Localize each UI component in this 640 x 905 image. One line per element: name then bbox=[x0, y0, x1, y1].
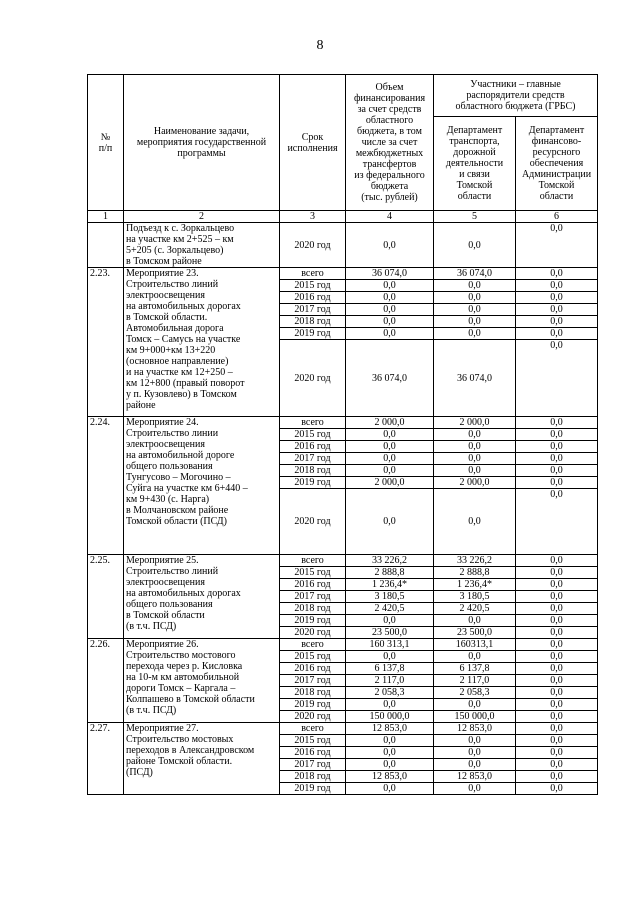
dept-finance-cell: 0,0 bbox=[516, 477, 598, 489]
term-cell: 2016 год bbox=[280, 663, 346, 675]
dept-transport-cell: 0,0 bbox=[434, 735, 516, 747]
column-number: 2 bbox=[124, 211, 280, 223]
dept-transport-cell: 33 226,2 bbox=[434, 555, 516, 567]
dept-transport-cell: 0,0 bbox=[434, 747, 516, 759]
dept-finance-cell: 0,0 bbox=[516, 328, 598, 340]
dept-transport-cell: 0,0 bbox=[434, 328, 516, 340]
volume-cell: 2 000,0 bbox=[346, 477, 434, 489]
dept-transport-cell: 0,0 bbox=[434, 304, 516, 316]
term-cell: 2015 год bbox=[280, 651, 346, 663]
volume-cell: 0,0 bbox=[346, 429, 434, 441]
dept-finance-cell: 0,0 bbox=[516, 567, 598, 579]
term-cell: 2020 год bbox=[280, 340, 346, 417]
dept-transport-cell: 0,0 bbox=[434, 441, 516, 453]
header-participants: Участники – главные распорядители средств областного бюджета (ГРБС) bbox=[434, 75, 598, 117]
volume-cell: 2 000,0 bbox=[346, 417, 434, 429]
volume-cell: 36 074,0 bbox=[346, 268, 434, 280]
term-cell: 2017 год bbox=[280, 759, 346, 771]
dept-finance-cell: 0,0 bbox=[516, 663, 598, 675]
dept-transport-cell: 0,0 bbox=[434, 489, 516, 555]
dept-transport-cell: 0,0 bbox=[434, 292, 516, 304]
term-cell: всего bbox=[280, 723, 346, 735]
dept-transport-cell: 6 137,8 bbox=[434, 663, 516, 675]
term-cell: 2018 год bbox=[280, 465, 346, 477]
dept-finance-cell: 0,0 bbox=[516, 771, 598, 783]
dept-finance-cell: 0,0 bbox=[516, 735, 598, 747]
dept-transport-cell: 0,0 bbox=[434, 429, 516, 441]
term-cell: 2015 год bbox=[280, 429, 346, 441]
dept-transport-cell: 1 236,4* bbox=[434, 579, 516, 591]
dept-transport-cell: 2 058,3 bbox=[434, 687, 516, 699]
term-cell: 2017 год bbox=[280, 591, 346, 603]
dept-transport-cell: 36 074,0 bbox=[434, 340, 516, 417]
dept-finance-cell: 0,0 bbox=[516, 651, 598, 663]
dept-transport-cell: 150 000,0 bbox=[434, 711, 516, 723]
dept-finance-cell: 0,0 bbox=[516, 783, 598, 795]
volume-cell: 12 853,0 bbox=[346, 723, 434, 735]
volume-cell: 160 313,1 bbox=[346, 639, 434, 651]
task-name: Мероприятие 23. Строительство линий электроосвещения на автомобильных дорогах в Томской области. Автомобильная дорога Томск – Самусь на участке км 9+000+км 13+220 (основное направление) и на участке км 12+250 – км 12+800 (правый поворот у п. Кузовлево) в Томском районе bbox=[124, 268, 280, 417]
dept-transport-cell: 0,0 bbox=[434, 615, 516, 627]
dept-finance-cell: 0,0 bbox=[516, 687, 598, 699]
volume-cell: 0,0 bbox=[346, 699, 434, 711]
item-number: 2.26. bbox=[88, 639, 124, 723]
dept-transport-cell: 12 853,0 bbox=[434, 771, 516, 783]
dept-finance-cell: 0,0 bbox=[516, 441, 598, 453]
term-cell: 2018 год bbox=[280, 687, 346, 699]
task-name: Мероприятие 24. Строительство линии электроосвещения на автомобильной дороге общего пользования Тунгусово – Могочино – Суйга на участке км 6+440 – км 9+430 (с. Нарга) в Молчановском районе Томской области (ПСД) bbox=[124, 417, 280, 555]
term-cell: 2016 год bbox=[280, 747, 346, 759]
header-dept-transport: Департамент транспорта, дорожной деятельности и связи Томской области bbox=[434, 117, 516, 211]
dept-transport-cell: 0,0 bbox=[434, 280, 516, 292]
dept-transport-cell: 2 000,0 bbox=[434, 477, 516, 489]
dept-finance-cell: 0,0 bbox=[516, 591, 598, 603]
term-cell: 2019 год bbox=[280, 477, 346, 489]
term-cell: 2017 год bbox=[280, 453, 346, 465]
dept-transport-cell: 0,0 bbox=[434, 783, 516, 795]
term-cell: 2016 год bbox=[280, 441, 346, 453]
dept-transport-cell: 23 500,0 bbox=[434, 627, 516, 639]
term-cell: 2018 год bbox=[280, 316, 346, 328]
item-number: 2.27. bbox=[88, 723, 124, 795]
volume-cell: 3 180,5 bbox=[346, 591, 434, 603]
table-row bbox=[88, 417, 598, 429]
dept-finance-cell: 0,0 bbox=[516, 292, 598, 304]
dept-finance-cell: 0,0 bbox=[516, 603, 598, 615]
dept-finance-cell: 0,0 bbox=[516, 316, 598, 328]
dept-finance-cell: 0,0 bbox=[516, 280, 598, 292]
dept-finance-cell: 0,0 bbox=[516, 723, 598, 735]
dept-transport-cell: 0,0 bbox=[434, 759, 516, 771]
header-name: Наименование задачи, мероприятия государственной программы bbox=[124, 75, 280, 211]
term-cell: 2020 год bbox=[280, 223, 346, 268]
dept-finance-cell: 0,0 bbox=[516, 223, 598, 268]
dept-finance-cell: 0,0 bbox=[516, 268, 598, 280]
volume-cell: 0,0 bbox=[346, 453, 434, 465]
term-cell: 2017 год bbox=[280, 675, 346, 687]
financing-table bbox=[87, 74, 598, 795]
term-cell: 2019 год bbox=[280, 328, 346, 340]
term-cell: 2019 год bbox=[280, 615, 346, 627]
volume-cell: 0,0 bbox=[346, 615, 434, 627]
volume-cell: 0,0 bbox=[346, 328, 434, 340]
table-row bbox=[88, 723, 598, 735]
task-name: Мероприятие 25. Строительство линий электроосвещения на автомобильных дорогах общего пользования в Томской области (в т.ч. ПСД) bbox=[124, 555, 280, 639]
dept-transport-cell: 0,0 bbox=[434, 465, 516, 477]
item-number: 2.25. bbox=[88, 555, 124, 639]
volume-cell: 0,0 bbox=[346, 783, 434, 795]
term-cell: всего bbox=[280, 417, 346, 429]
dept-finance-cell: 0,0 bbox=[516, 429, 598, 441]
volume-cell: 6 137,8 bbox=[346, 663, 434, 675]
term-cell: 2015 год bbox=[280, 567, 346, 579]
term-cell: 2020 год bbox=[280, 711, 346, 723]
column-number: 6 bbox=[516, 211, 598, 223]
header-term: Срок исполнения bbox=[280, 75, 346, 211]
term-cell: 2015 год bbox=[280, 735, 346, 747]
volume-cell: 0,0 bbox=[346, 651, 434, 663]
table-row bbox=[88, 268, 598, 280]
term-cell: 2018 год bbox=[280, 771, 346, 783]
volume-cell: 2 117,0 bbox=[346, 675, 434, 687]
term-cell: 2016 год bbox=[280, 292, 346, 304]
term-cell: всего bbox=[280, 639, 346, 651]
term-cell: 2020 год bbox=[280, 489, 346, 555]
dept-transport-cell: 2 888,8 bbox=[434, 567, 516, 579]
volume-cell: 0,0 bbox=[346, 441, 434, 453]
dept-transport-cell: 0,0 bbox=[434, 453, 516, 465]
dept-finance-cell: 0,0 bbox=[516, 555, 598, 567]
column-number: 3 bbox=[280, 211, 346, 223]
dept-transport-cell: 0,0 bbox=[434, 699, 516, 711]
dept-finance-cell: 0,0 bbox=[516, 615, 598, 627]
dept-transport-cell: 2 117,0 bbox=[434, 675, 516, 687]
dept-transport-cell: 0,0 bbox=[434, 316, 516, 328]
dept-finance-cell: 0,0 bbox=[516, 627, 598, 639]
volume-cell: 2 420,5 bbox=[346, 603, 434, 615]
dept-transport-cell: 0,0 bbox=[434, 223, 516, 268]
task-name: Мероприятие 27. Строительство мостовых переходов в Александровском районе Томской области. (ПСД) bbox=[124, 723, 280, 795]
column-number: 4 bbox=[346, 211, 434, 223]
item-number: 2.23. bbox=[88, 268, 124, 417]
term-cell: 2015 год bbox=[280, 280, 346, 292]
term-cell: 2017 год bbox=[280, 304, 346, 316]
dept-finance-cell: 0,0 bbox=[516, 417, 598, 429]
dept-finance-cell: 0,0 bbox=[516, 340, 598, 417]
column-number: 5 bbox=[434, 211, 516, 223]
volume-cell: 0,0 bbox=[346, 292, 434, 304]
table-row bbox=[88, 555, 598, 567]
dept-finance-cell: 0,0 bbox=[516, 639, 598, 651]
header-dept-finance: Департамент финансово- ресурсного обеспечения Администрации Томской области bbox=[516, 117, 598, 211]
volume-cell: 1 236,4* bbox=[346, 579, 434, 591]
dept-finance-cell: 0,0 bbox=[516, 465, 598, 477]
table-row bbox=[88, 223, 598, 268]
dept-transport-cell: 12 853,0 bbox=[434, 723, 516, 735]
dept-finance-cell: 0,0 bbox=[516, 747, 598, 759]
volume-cell: 0,0 bbox=[346, 316, 434, 328]
task-name: Подъезд к с. Зоркальцево на участке км 2+525 – км 5+205 (с. Зоркальцево) в Томском районе bbox=[124, 223, 280, 268]
volume-cell: 150 000,0 bbox=[346, 711, 434, 723]
table-row bbox=[88, 639, 598, 651]
term-cell: 2018 год bbox=[280, 603, 346, 615]
volume-cell: 0,0 bbox=[346, 747, 434, 759]
dept-finance-cell: 0,0 bbox=[516, 711, 598, 723]
volume-cell: 33 226,2 bbox=[346, 555, 434, 567]
header-volume: Объем финансирования за счет средств областного бюджета, в том числе за счет межбюджетных трансфертов из федерального бюджета (тыс. рублей) bbox=[346, 75, 434, 211]
column-number-row bbox=[88, 211, 598, 223]
term-cell: всего bbox=[280, 268, 346, 280]
page-number: 8 bbox=[316, 38, 324, 53]
volume-cell: 23 500,0 bbox=[346, 627, 434, 639]
dept-transport-cell: 2 420,5 bbox=[434, 603, 516, 615]
volume-cell: 2 058,3 bbox=[346, 687, 434, 699]
dept-finance-cell: 0,0 bbox=[516, 759, 598, 771]
term-cell: 2020 год bbox=[280, 627, 346, 639]
item-number bbox=[88, 223, 124, 268]
dept-transport-cell: 36 074,0 bbox=[434, 268, 516, 280]
dept-finance-cell: 0,0 bbox=[516, 699, 598, 711]
header-num: № п/п bbox=[88, 75, 124, 211]
volume-cell: 12 853,0 bbox=[346, 771, 434, 783]
term-cell: 2016 год bbox=[280, 579, 346, 591]
dept-finance-cell: 0,0 bbox=[516, 675, 598, 687]
term-cell: 2019 год bbox=[280, 699, 346, 711]
dept-transport-cell: 2 000,0 bbox=[434, 417, 516, 429]
dept-transport-cell: 160313,1 bbox=[434, 639, 516, 651]
volume-cell: 0,0 bbox=[346, 489, 434, 555]
task-name: Мероприятие 26. Строительство мостового перехода через р. Кисловка на 10-м км автомобильной дороги Томск – Каргала – Колпашево в Томской области (в т.ч. ПСД) bbox=[124, 639, 280, 723]
dept-finance-cell: 0,0 bbox=[516, 579, 598, 591]
dept-transport-cell: 0,0 bbox=[434, 651, 516, 663]
volume-cell: 36 074,0 bbox=[346, 340, 434, 417]
item-number: 2.24. bbox=[88, 417, 124, 555]
volume-cell: 0,0 bbox=[346, 465, 434, 477]
term-cell: 2019 год bbox=[280, 783, 346, 795]
dept-finance-cell: 0,0 bbox=[516, 489, 598, 555]
dept-finance-cell: 0,0 bbox=[516, 304, 598, 316]
volume-cell: 0,0 bbox=[346, 759, 434, 771]
volume-cell: 2 888,8 bbox=[346, 567, 434, 579]
volume-cell: 0,0 bbox=[346, 223, 434, 268]
volume-cell: 0,0 bbox=[346, 735, 434, 747]
term-cell: всего bbox=[280, 555, 346, 567]
dept-transport-cell: 3 180,5 bbox=[434, 591, 516, 603]
dept-finance-cell: 0,0 bbox=[516, 453, 598, 465]
column-number: 1 bbox=[88, 211, 124, 223]
volume-cell: 0,0 bbox=[346, 304, 434, 316]
volume-cell: 0,0 bbox=[346, 280, 434, 292]
